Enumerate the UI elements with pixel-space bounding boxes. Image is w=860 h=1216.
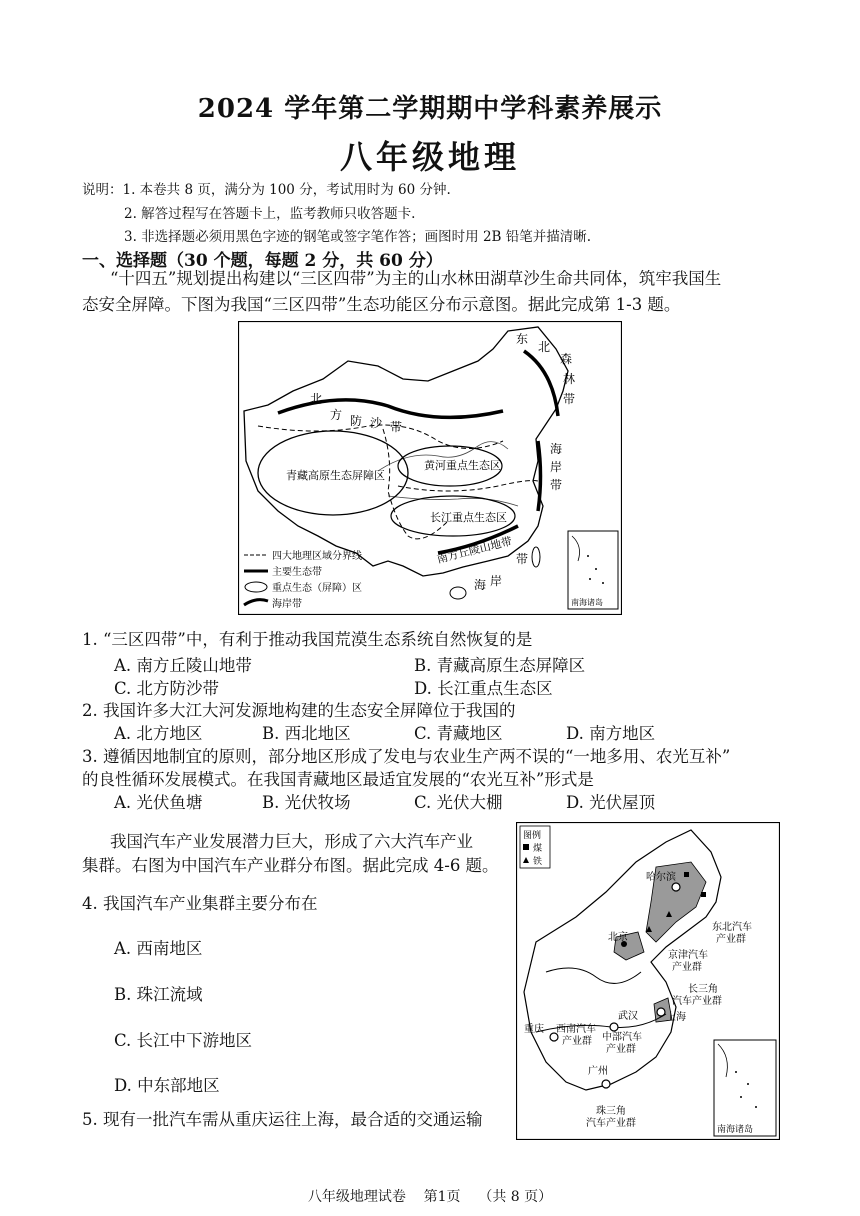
q4-option-a: A. 西南地区 [114,939,203,958]
cluster-northeast-l1: 东北汽车 [712,922,752,933]
north-belt-char-4: 沙 [370,416,383,430]
north-belt-char-2: 方 [330,408,343,422]
q1-stem: 1. “三区四带”中，有利于推动我国荒漠生态系统自然恢复的是 [82,630,533,649]
city-guangzhou: 广州 [588,1066,608,1077]
three-zones-four-belts-map [238,321,622,615]
legend-key-zone: 重点生态（屏障）区 [272,583,362,594]
legend-main-belt: 主要生态带 [272,567,322,578]
note-line-3: 3. 非选择题必须用黑色字迹的钢笔或签字笔作答；画图时用 2B 铅笔并描清晰. [124,229,592,245]
cluster-central-l1: 中部汽车 [602,1032,642,1043]
cluster-jingjin-l1: 京津汽车 [668,950,708,961]
cluster-yangtze-delta-l1: 长三角 [688,984,718,995]
q2-option-b: B. 西北地区 [262,724,351,743]
map1-inset-label: 南海诸岛 [571,598,603,607]
auto-industry-cluster-map [516,822,780,1140]
q1-option-d: D. 长江重点生态区 [414,679,553,698]
note-line-1: 说明：1. 本卷共 8 页，满分为 100 分，考试用时为 60 分钟. [82,182,451,198]
city-beijing: 北京 [608,932,628,943]
q4-option-d: D. 中东部地区 [114,1076,220,1095]
legend-boundary: 四大地理区域分界线 [272,551,362,562]
sea-belt-char-1: 带 [516,552,529,566]
city-chongqing: 重庆 [524,1024,544,1035]
legend2-coal: 煤 [533,844,543,854]
sea-belt-char-3: 岸 [490,574,503,588]
ne-belt-char-4: 林 [563,372,576,386]
coast-belt-char-2: 岸 [550,460,563,474]
q3-option-a: A. 光伏鱼塘 [114,793,203,812]
qinghai-tibet-zone-label: 青藏高原生态屏障区 [286,469,385,482]
q2-option-c: C. 青藏地区 [414,724,503,743]
q1-option-b: B. 青藏高原生态屏障区 [414,656,586,675]
q4-option-c: C. 长江中下游地区 [114,1031,253,1050]
section-heading: 一、选择题（30 个题，每题 2 分，共 60 分） [82,251,443,271]
north-belt-char-5: 带 [390,420,403,434]
cluster-jingjin-l2: 产业群 [672,962,702,973]
q5-stem: 5. 现有一批汽车需从重庆运往上海，最合适的交通运输 [82,1110,483,1129]
exam-subtitle: 八年级地理 [339,138,520,176]
legend2-iron: 铁 [533,857,543,867]
city-wuhan: 武汉 [618,1011,638,1022]
cluster-northeast-l2: 产业群 [716,934,746,945]
ne-belt-char-5: 带 [563,392,576,406]
south-hills-belt-label: 南方丘陵山地带 [435,534,514,566]
legend-coast-belt: 海岸带 [272,599,302,610]
cluster-southwest-l2: 产业群 [562,1036,592,1047]
exam-title: 2024 学年第二学期期中学科素养展示 [197,94,663,124]
q4-option-b: B. 珠江流域 [114,985,203,1004]
q3-stem-line-1: 3. 遵循因地制宜的原则，部分地区形成了发电与农业生产两不误的“一地多用、农光互补” [82,747,731,766]
yellow-river-zone-label: 黄河重点生态区 [424,459,501,472]
cluster-central-l2: 产业群 [606,1044,636,1055]
sea-belt-char-2: 海 [474,578,487,592]
q2-option-d: D. 南方地区 [566,724,656,743]
ne-belt-char-2: 北 [538,340,551,354]
q2-option-a: A. 北方地区 [114,724,203,743]
north-belt-char-3: 防 [350,414,363,428]
q3-option-d: D. 光伏屋顶 [566,793,656,812]
note-line-2: 2. 解答过程写在答题卡上，监考教师只收答题卡. [124,206,416,222]
cluster-southwest-l1: 西南汽车 [556,1024,596,1035]
q2-stem: 2. 我国许多大江大河发源地构建的生态安全屏障位于我国的 [82,701,516,720]
ne-belt-char-1: 东 [516,332,529,346]
q3-option-b: B. 光伏牧场 [262,793,351,812]
city-shanghai: 上海 [666,1012,686,1023]
coast-belt-char-3: 带 [550,478,563,492]
intro-line-2: 态安全屏障。下图为我国“三区四带”生态功能区分布示意图。据此完成第 1-3 题。 [82,295,681,314]
coast-belt-char-1: 海 [550,442,563,456]
q3-stem-line-2: 的良性循环发展模式。在我国青藏地区最适宜发展的“农光互补”形式是 [82,770,594,789]
cluster-pearl-delta-l2: 汽车产业群 [586,1118,636,1129]
q1-option-a: A. 南方丘陵山地带 [114,656,252,675]
q3-option-c: C. 光伏大棚 [414,793,503,812]
page-footer: 八年级地理试卷 第1页 （共 8 页） [307,1189,553,1205]
legend2-title: 图例 [523,831,542,841]
cluster-intro-line-2: 集群。右图为中国汽车产业群分布图。据此完成 4-6 题。 [82,856,499,875]
cluster-intro-line-1: 我国汽车产业发展潜力巨大，形成了六大汽车产业 [110,832,473,851]
north-belt-char-1: 北 [310,392,323,406]
ne-belt-char-3: 森 [560,352,573,366]
map2-inset-label: 南海诸岛 [717,1125,754,1135]
q4-stem: 4. 我国汽车产业集群主要分布在 [82,894,318,913]
intro-line-1: “十四五”规划提出构建以“三区四带”为主的山水林田湖草沙生命共同体，筑牢我国生 [110,269,722,288]
q1-option-c: C. 北方防沙带 [114,679,220,698]
city-harbin: 哈尔滨 [646,872,676,883]
cluster-pearl-delta-l1: 珠三角 [596,1106,626,1117]
yangtze-zone-label: 长江重点生态区 [430,511,507,524]
cluster-yangtze-delta-l2: 汽车产业群 [672,996,722,1007]
